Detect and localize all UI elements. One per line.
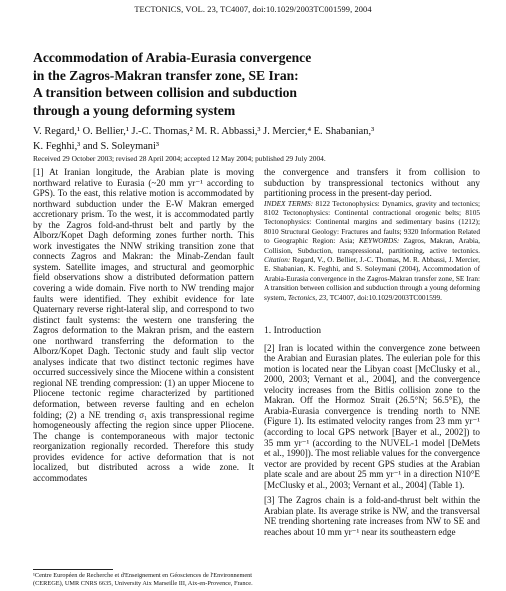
authors-line-1: V. Regard,¹ O. Bellier,¹ J.-C. Thomas,² M. R. Abbassi,³ J. Mercier,⁴ E. Shabanian,³ <box>33 126 375 137</box>
section-heading-introduction: 1. Introduction <box>264 325 322 337</box>
index-terms: 8122 Tectonophysics: Dynamics, gravity and tectonics; 8102 Tectonophysics: Continental contractional orogenic belts; 8105 Tectonophysics: Continental margins and sedimentary basins (1212); 8010 Structural Geology: Fractures and faults; 9320 Information Related to Geographic Region: Asia; <box>264 198 480 246</box>
citation-label: Citation: <box>264 255 291 265</box>
left-column <box>33 167 254 483</box>
author-list <box>33 124 483 154</box>
title-line-4: through a young deforming system <box>33 103 236 119</box>
footnote-rule <box>33 569 113 570</box>
citation-journal: Tectonics, 23, <box>287 292 328 302</box>
title-line-3: A transition between collision and subduction <box>33 85 297 101</box>
abstract-paragraph <box>33 167 254 483</box>
paragraph-marker: [2] <box>264 342 275 353</box>
paragraph-marker: [3] <box>264 495 275 506</box>
intro-paragraph-2-text: Iran is located within the convergence zone between the Arabian and Eurasian plates. The eulerian pole for this motion is located near the Libyan coast [McClusky et al., 2000, 2003; Vernant et al., 2004], and the convergence velocity increases from the Bitlis collision zone to the Makran. Off the Hormoz Strait (26.5°N; 56.5°E), the Arabia-Eurasia convergence is trending north to NNE (Figure 1). Its estimated velocity ranges from 23 mm yr⁻¹ (according to local GPS network [Bayer et al., 2002]) to 35 mm yr⁻¹ (according to the NUVEL-1 model [DeMets et al., 1990]). The most reliable values for the convergence vector are provided by recent GPS studies at the Arabian plate scale and are about 25 mm yr⁻¹ in a direction N10°E [McClusky et al., 2003; Vernant et al., 2004] (Table 1). <box>264 342 481 490</box>
keywords-label: KEYWORDS: <box>358 236 400 246</box>
footnote: ¹Centre Européen de Recherche et d'Enseignement en Géosciences de l'Environnement (CEREGE), UMR CNRS 6635, University Aix Marseille III, Aix-en-Provence, France. <box>33 572 253 587</box>
index-terms-label: INDEX TERMS: <box>264 198 314 208</box>
received-dates: Received 29 October 2003; revised 28 April 2004; accepted 12 May 2004; published 29 July 2004. <box>33 154 326 163</box>
intro-paragraph-3 <box>264 495 480 537</box>
paragraph-marker: [1] <box>33 167 44 177</box>
abstract-text: At Iranian longitude, the Arabian plate is moving northward relative to Eurasia (~20 mm yr⁻¹ according to GPS). To the east, this relative motion is accommodated by northward subduction under the E-W Makran emerged accretionary prism. To the west, it is accommodated partly by the Zagros fold-and-thrust belt and partly by the Alborz/Kopet Dagh deforming zones further north. This work investigates the NNW striking transition zone that connects Zagros and Makran: the Minab-Zendan fault system. Satellite images, and structural and geomorphic field observations show a distributed deformation pattern covering a wide domain. Five north to NW trending major faults were identified. They exhibit evidence for late Quaternary reverse right-lateral slip, and correspond to two distinct fault systems: the western one transfering the Zagros deformation to the Makran prism, and the eastern one northward transferring the deformation to the Alborz/Kopet Dagh. Tectonic study and fault slip vector analyses indicate that two distinct tectonic regimes have occurred successively since the Miocene within a consistent regional NE trending compression: (1) an upper Miocene to Pliocene tectonic regime characterized by partitioned deformation, between reverse faulting and en echelon folding; (2) a NE trending σ₁ axis transpressional regime homogeneously affecting the region since upper Pliocene. The change is contemporaneous with major tectonic reorganization regionally recorded. Therefore this study provides evidence for active deformation that is not localized, but distributed across a wide zone. It accommodates <box>33 167 254 483</box>
right-column <box>264 167 480 538</box>
intro-paragraph-3-text: The Zagros chain is a fold-and-thrust belt within the Arabian plate. Its average strike is NW, and the transversal NE trending shortening rate increases from NW to SE and reaches about 10 mm yr⁻¹ near its southeastern edge <box>264 495 480 537</box>
keywords: Zagros, Makran, Arabia, Collision, Subduction, transpressional, partitioning, active tectonics. <box>264 236 480 255</box>
title-line-1: Accommodation of Arabia-Eurasia convergence <box>33 50 312 65</box>
abstract-continued: the convergence and transfers it from collision to subduction by transpressional tectonics without any partitioning process in the present-day period. <box>264 167 480 199</box>
paper-title <box>33 49 493 120</box>
citation-tail: TC4007, doi:10.1029/2003TC001599. <box>329 292 442 302</box>
title-line-2: in the Zagros-Makran transfer zone, SE Iran: <box>33 67 299 83</box>
authors-line-2: K. Feghhi,³ and S. Soleymani³ <box>33 141 160 152</box>
running-head: TECTONICS, VOL. 23, TC4007, doi:10.1029/2003TC001599, 2004 <box>134 5 372 14</box>
intro-paragraph-2 <box>264 343 480 491</box>
citation-text: Regard, V., O. Bellier, J.-C. Thomas, M. R. Abbassi, J. Mercier, E. Shabanian, K. Feghhi, and S. Soleymani (2004), Accommodation of Arabia-Eurasia convergence in the Zagros-Makran transfer zone, SE Iran: A transition between collision and subduction through a young deforming system, <box>264 255 480 302</box>
abstract-metadata <box>264 199 480 302</box>
